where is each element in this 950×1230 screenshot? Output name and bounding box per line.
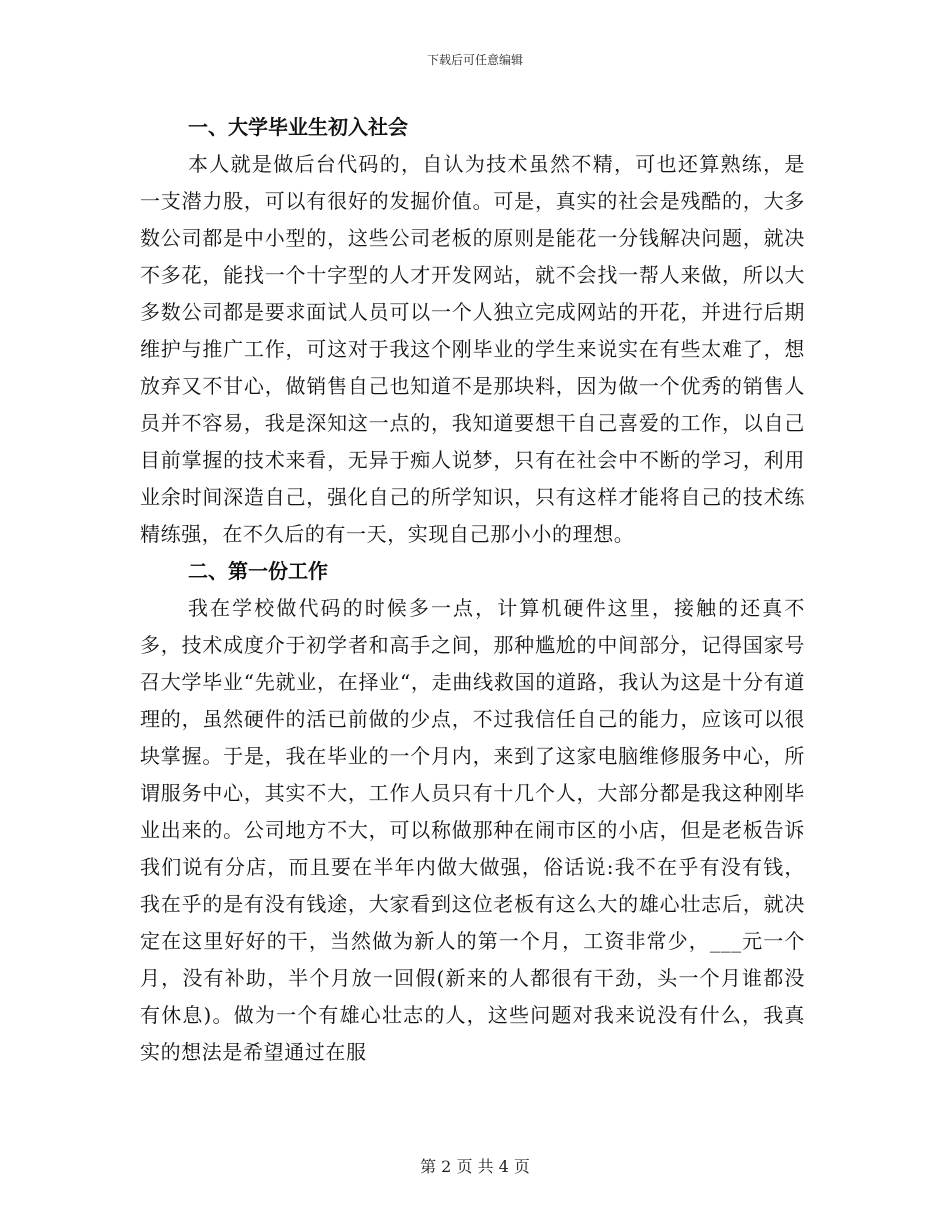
section-2-heading: 二、第一份工作 — [188, 559, 328, 583]
section-2 — [140, 553, 805, 1071]
section-1-heading: 一、大学毕业生初入社会 — [188, 115, 408, 139]
section-2-paragraph: 我在学校做代码的时候多一点，计算机硬件这里，接触的还真不多，技术成度介于初学者和高手之间，那种尴尬的中间部分，记得国家号召大学毕业“先就业，在择业“，走曲线救国的道路，我认为这是十分有道理的，虽然硬件的活已前做的少点，不过我信任自己的能力，应该可以很块掌握。于是，我在毕业的一个月内，来到了这家电脑维修服务中心，所谓服务中心，其实不大，工作人员只有十几个人，大部分都是我这种刚毕业出来的。公司地方不大，可以称做那种在闹市区的小店，但是老板告诉我们说有分店，而且要在半年内做大做强，俗话说:我不在乎有没有钱，我在乎的是有没有钱途，大家看到这位老板有这么大的雄心壮志后，就决定在这里好好的干，当然做为新人的第一个月，工资非常少，___元一个月，没有补助，半个月放一回假(新来的人都很有干劲，头一个月谁都没有休息)。做为一个有雄心壮志的人，这些问题对我来说没有什么，我真实的想法是希望通过在服 — [140, 596, 805, 1064]
page-number: 第 2 页 共 4 页 — [420, 1157, 530, 1176]
section-1 — [140, 109, 805, 553]
page-header-note: 下载后可任意编辑 — [426, 53, 523, 67]
document-body — [140, 109, 805, 1071]
section-1-paragraph: 本人就是做后台代码的，自认为技术虽然不精，可也还算熟练，是一支潜力股，可以有很好的发掘价值。可是，真实的社会是残酷的，大多数公司都是中小型的，这些公司老板的原则是能花一分钱解决问题，就决不多花，能找一个十字型的人才开发网站，就不会找一帮人来做，所以大多数公司都是要求面试人员可以一个人独立完成网站的开花，并进行后期维护与推广工作，可这对于我这个刚毕业的学生来说实在有些太难了，想放弃又不甘心，做销售自己也知道不是那块料，因为做一个优秀的销售人员并不容易，我是深知这一点的，我知道要想干自己喜爱的工作，以自己目前掌握的技术来看，无异于痴人说梦，只有在社会中不断的学习，利用业余时间深造自己，强化自己的所学知识，只有这样才能将自己的技术练精练强，在不久后的有一天，实现自己那小小的理想。 — [140, 152, 805, 546]
